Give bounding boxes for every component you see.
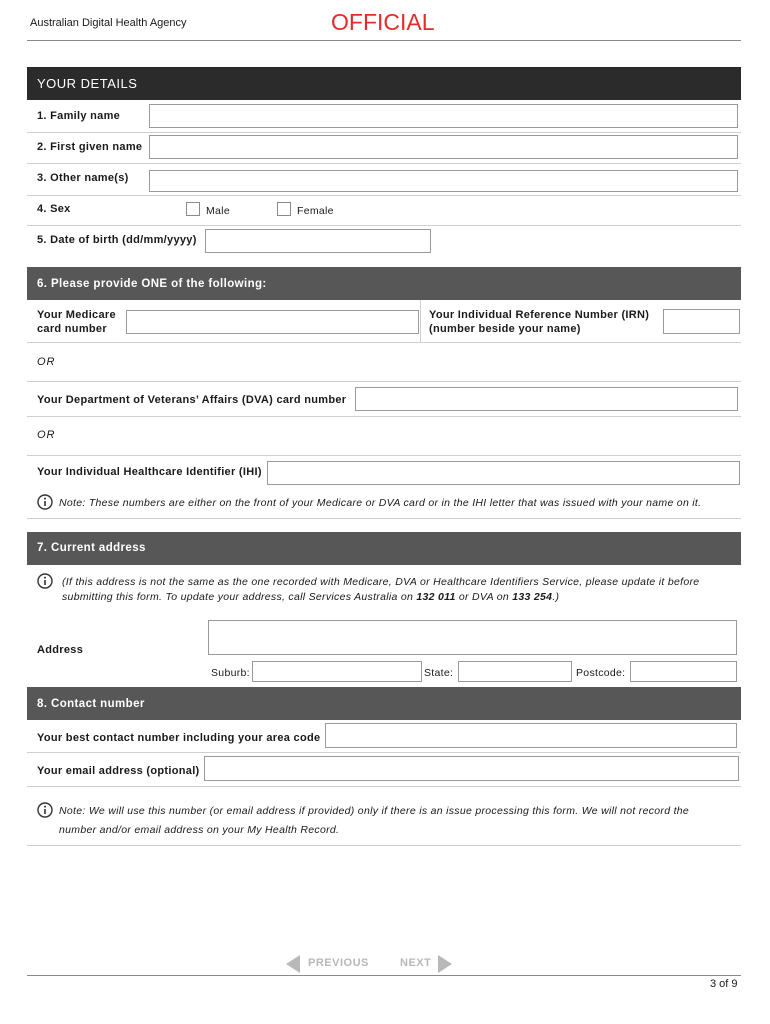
- contact-note-line1: Note: We will use this number (or email address if provided) only if there is an issue processing this form. We will not record the: [59, 805, 690, 817]
- suburb-input[interactable]: [252, 661, 422, 682]
- info-icon: [37, 802, 53, 818]
- address-note-line1: (If this address is not the same as the one recorded with Medicare, DVA or Healthcare Identifiers Service, please update it before: [62, 576, 700, 588]
- section-title-contact-number: 8. Contact number: [27, 687, 741, 720]
- next-button[interactable]: [400, 953, 460, 973]
- agency-name: Australian Digital Health Agency: [30, 17, 187, 29]
- medicare-label-line1: Your Medicare: [37, 309, 116, 321]
- dob-input[interactable]: [205, 229, 431, 253]
- section-title-current-address: 7. Current address: [27, 532, 741, 565]
- dva-phone: 133 254: [512, 591, 553, 603]
- or-separator-2: OR: [37, 429, 56, 441]
- irn-label-line2: (number beside your name): [429, 323, 581, 335]
- postcode-input[interactable]: [630, 661, 737, 682]
- email-input[interactable]: [204, 756, 739, 781]
- section-title-identifiers: 6. Please provide ONE of the following:: [27, 267, 741, 300]
- other-names-input[interactable]: [149, 170, 738, 192]
- family-name-input[interactable]: [149, 104, 738, 128]
- family-name-label: 1. Family name: [37, 110, 121, 122]
- female-checkbox[interactable]: [277, 202, 291, 216]
- ihi-input[interactable]: [267, 461, 740, 485]
- address-input[interactable]: [208, 620, 737, 655]
- sex-label: 4. Sex: [37, 203, 71, 215]
- header-divider: [27, 40, 741, 41]
- section-title-your-details: YOUR DETAILS: [27, 67, 741, 100]
- address-label: Address: [37, 644, 84, 656]
- previous-button-label: PREVIOUS: [308, 957, 369, 969]
- contact-note-line2: number and/or email address on your My Health Record.: [59, 824, 340, 836]
- state-label: State:: [424, 667, 454, 679]
- identifiers-note: Note: These numbers are either on the front of your Medicare or DVA card or in the IHI letter that was issued with your name on it.: [59, 497, 702, 509]
- dva-label: Your Department of Veterans’ Affairs (DVA) card number: [37, 394, 347, 406]
- postcode-label: Postcode:: [576, 667, 626, 679]
- dob-label: 5. Date of birth (dd/mm/yyyy): [37, 234, 197, 246]
- next-button-label: NEXT: [400, 957, 432, 969]
- suburb-label: Suburb:: [211, 667, 250, 679]
- email-label: Your email address (optional): [37, 765, 200, 777]
- address-note-line2: submitting this form. To update your address, call Services Australia on 132 011 or DVA on 133 254.): [62, 591, 560, 603]
- arrow-right-icon: [438, 955, 452, 973]
- footer-divider: [27, 975, 741, 976]
- medicare-card-input[interactable]: [126, 310, 419, 334]
- first-given-name-input[interactable]: [149, 135, 738, 159]
- first-given-name-label: 2. First given name: [37, 141, 143, 153]
- female-option-label: Female: [297, 205, 334, 217]
- male-checkbox[interactable]: [186, 202, 200, 216]
- contact-number-label: Your best contact number including your area code: [37, 732, 321, 744]
- services-australia-phone: 132 011: [416, 591, 456, 603]
- page-indicator: 3 of 9: [710, 978, 738, 990]
- contact-number-input[interactable]: [325, 723, 737, 748]
- info-icon: [37, 573, 53, 589]
- arrow-left-icon: [286, 955, 300, 973]
- medicare-label-line2: card number: [37, 323, 107, 335]
- previous-button[interactable]: [286, 953, 376, 973]
- or-separator-1: OR: [37, 356, 56, 368]
- state-input[interactable]: [458, 661, 572, 682]
- irn-divider: [420, 300, 421, 342]
- other-names-label: 3. Other name(s): [37, 172, 129, 184]
- info-icon: [37, 494, 53, 510]
- dva-card-input[interactable]: [355, 387, 738, 411]
- ihi-label: Your Individual Healthcare Identifier (IHI): [37, 466, 262, 478]
- irn-label-line1: Your Individual Reference Number (IRN): [429, 309, 650, 321]
- classification-label: OFFICIAL: [331, 9, 435, 35]
- male-option-label: Male: [206, 205, 230, 217]
- irn-input[interactable]: [663, 309, 740, 334]
